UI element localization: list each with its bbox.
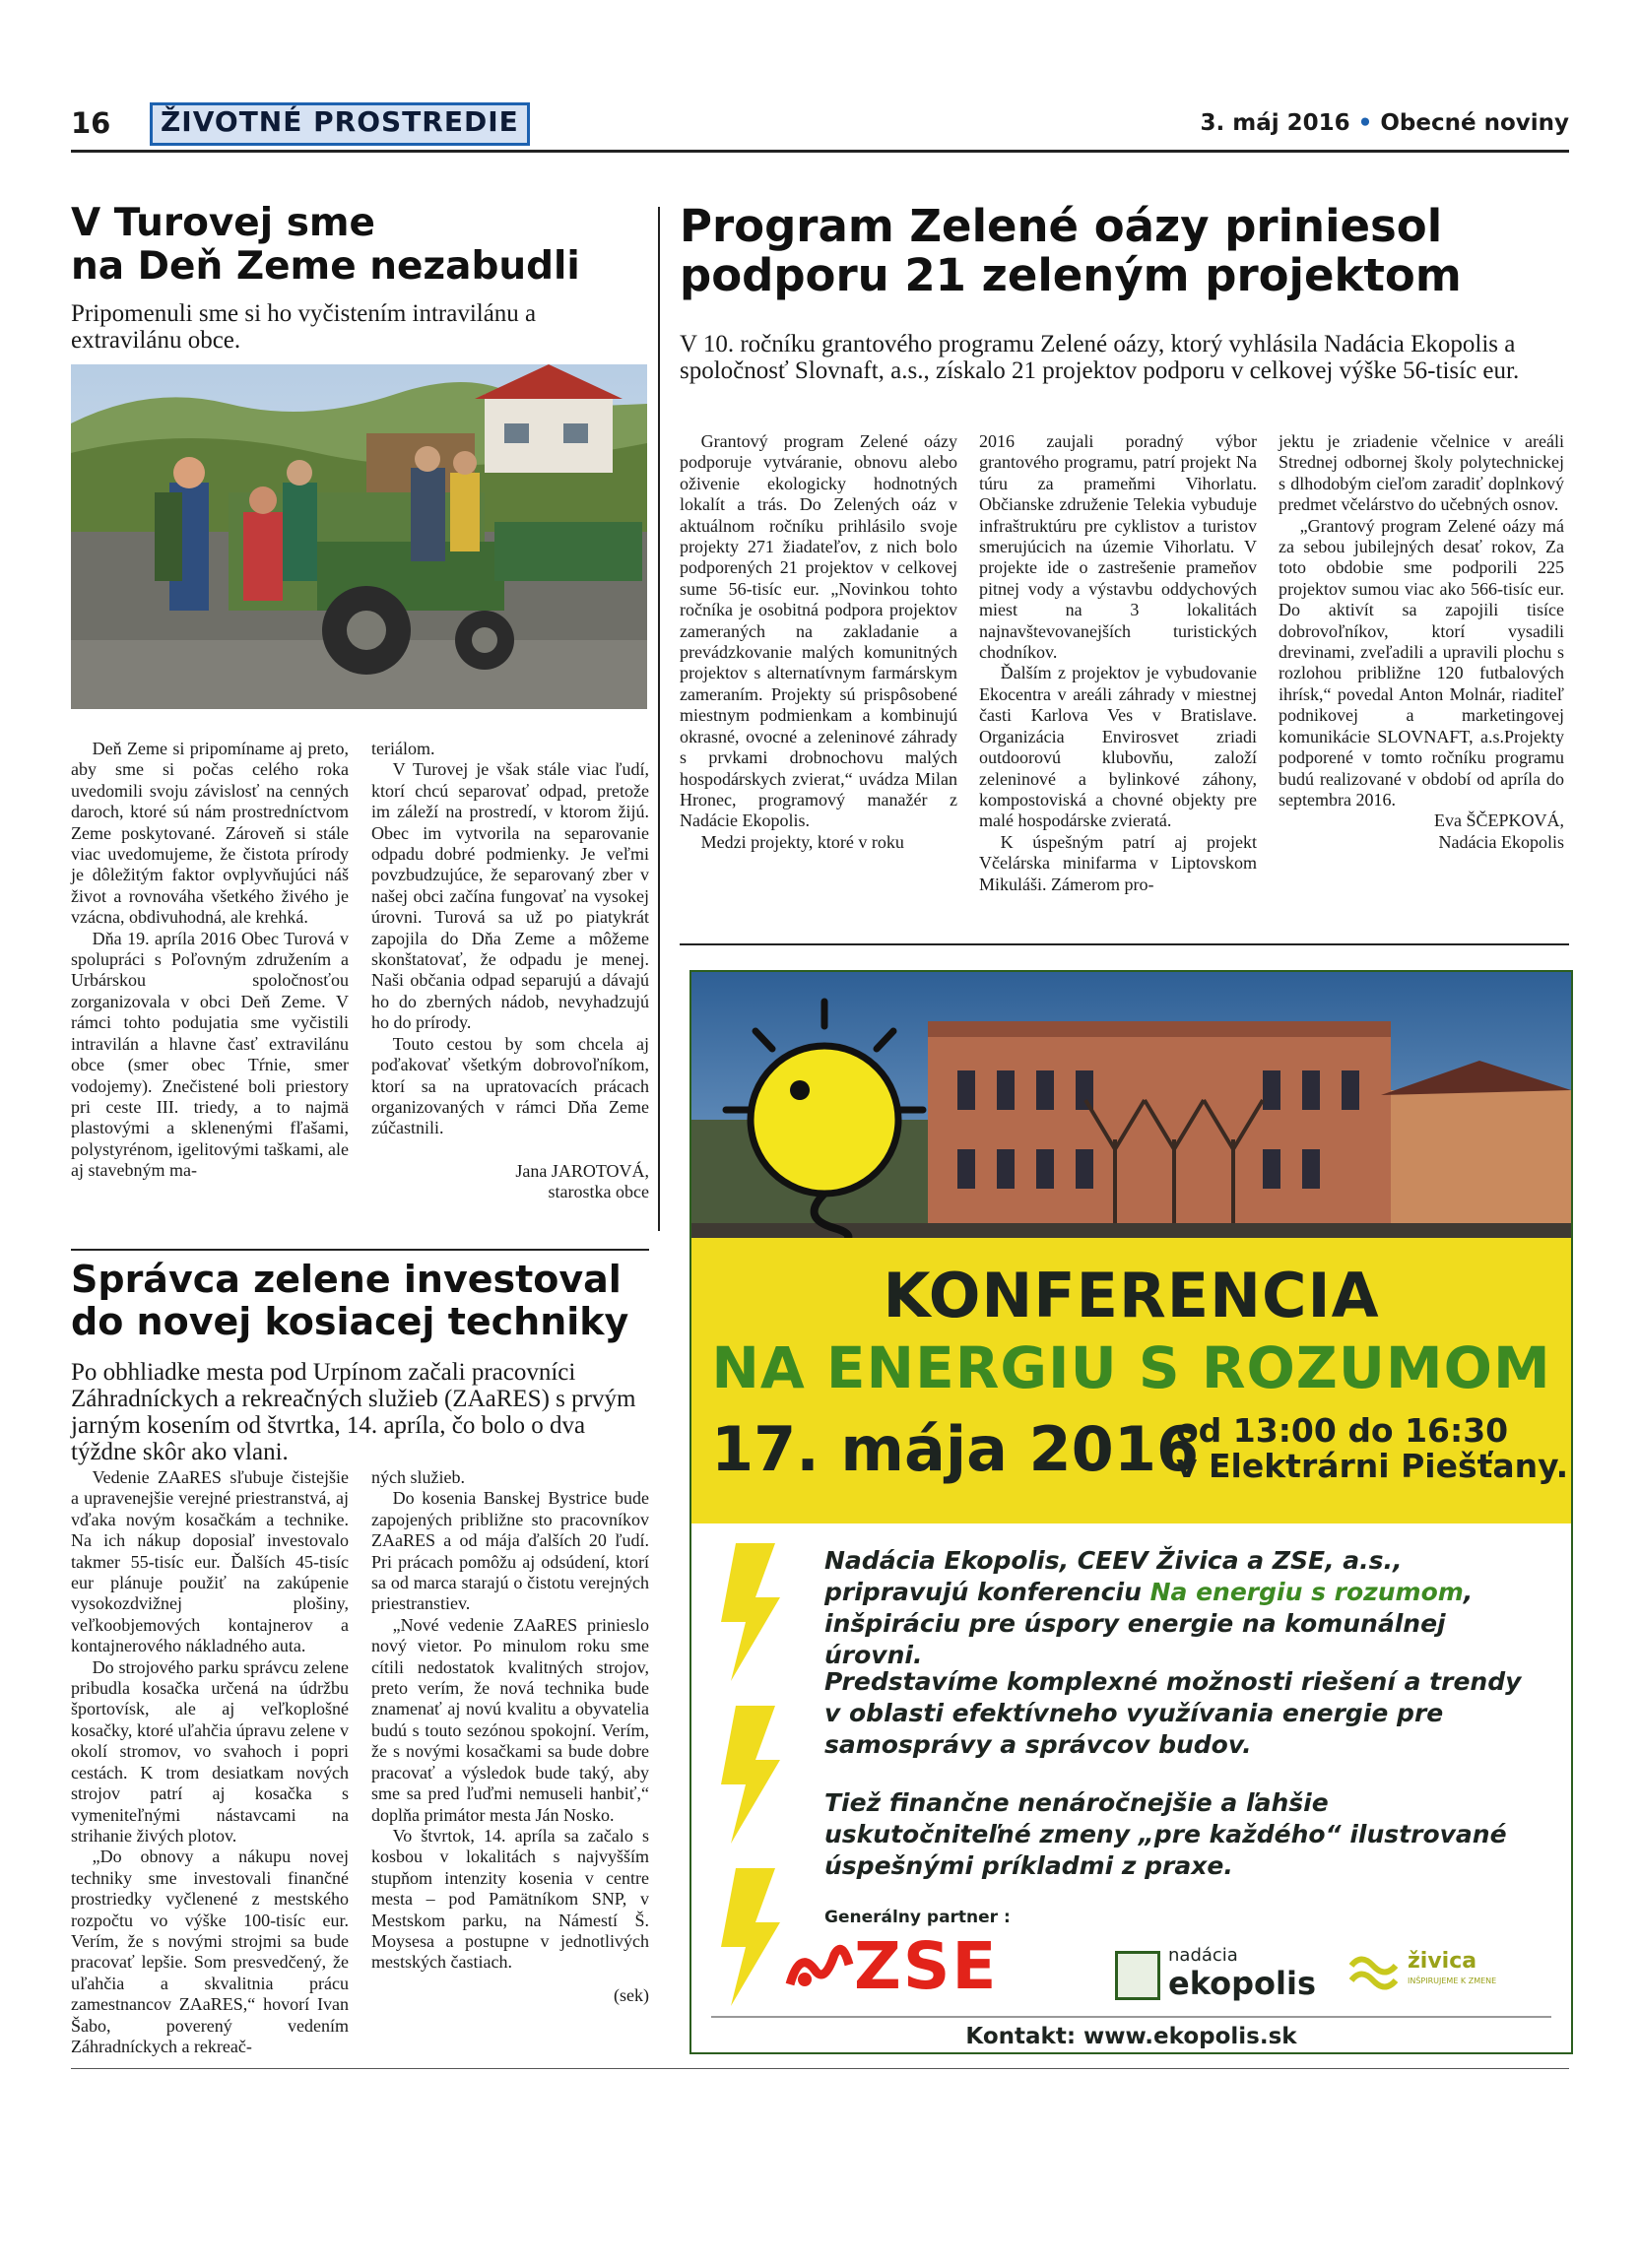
article2-paragraph: „Grantový program Zelené oázy má za sebou jubilejných desať rokov, Za toto obdobie sme podporili 225 projektov sumou viac ako 566-tisíc eur. Do aktivít sa zapojili tisíce dobrovoľníkov, ktorí vysadili drevinami, zveľadili a upravili plochu s rozlohou približne 120 futbalových ihrísk,“ povedal Anton Molnár, riaditeľ podnikovej a marketingovej komunikácie SLOVNAFT, a.s.Projekty podporené v tomto ročníku programu budú realizované v období od apríla do septembra 2016. [1279, 515, 1564, 810]
publication-name: Obecné noviny [1380, 110, 1569, 136]
article1-author: Jana JAROTOVÁ, [515, 1160, 649, 1181]
article2-signature [1279, 810, 1564, 853]
article2-paragraph: 2016 zaujali poradný výbor grantového programu, patrí projekt Na túru za prameňmi Vihorlatu. Občianske združenie Telekia vybuduje infraštruktúru pre cyklistov a turistov smerujúcich na územie Vihorlatu. V projekte ide o zastrešenie prameňov pitnej vody a výstavbu oddychových miest na 3 lokalitách najnavštevovanejších turistických chodníkov. [979, 431, 1257, 663]
ad-text: , inšpiráciu pre úspory energie na komunálnej úrovni. [824, 1578, 1474, 1669]
article1-paragraph: Deň Zeme si pripomíname aj preto, aby sme si počas celého roka uvedomili svoju závislosť na cenných daroch, ktoré sú nám prostredníctvom Zeme poskytované. Zároveň si stále viac uvedomujeme, že čistota prírody je dôležitým faktor ovplyvňujúci náš život a rovnováha všetkého živého je vzácna, obdivuhodná, ale krehká. [71, 739, 349, 928]
article2-paragraph: K úspešným patrí aj projekt Včelárska minifarma v Liptovskom Mikuláši. Zámerom pro- [979, 831, 1257, 894]
article1-headline-line2: na Deň Zeme nezabudli [71, 243, 580, 289]
ekopolis-logo [1115, 1945, 1316, 2006]
ad-title-line1: KONFERENCIA [883, 1260, 1380, 1331]
zivica-wordmark: živica [1408, 1949, 1477, 1974]
article1-headline [71, 202, 662, 288]
article2-author-role: Nadácia Ekopolis [1438, 831, 1564, 852]
zse-logo-icon [785, 1940, 854, 1994]
article3-lead: Po obhliadke mesta pod Urpínom začali pracovníci Záhradníckych a rekreačných služieb (ZAaRES) s prvým jarným kosením od štvrtka, 14. apríla, čo bolo o dva týždne skôr ako vlani. [71, 1359, 636, 1465]
date-line [1201, 110, 1570, 136]
article2-author: Eva ŠČEPKOVÁ, [1433, 810, 1564, 831]
article3-paragraph: „Do obnovy a nákupu novej techniky sme investovali finančné prostriedky vyčlenené z mestského rozpočtu vo výške 100-tisíc eur. Verím, že s novými strojmi sa bude pracovať lepšie. Som presvedčený, že uľahčia a skvalitnia prácu zamestnancov ZAaRES,“ hovorí Ivan Šabo, poverený vedením Záhradníckych a rekreač- [71, 1847, 349, 2056]
zse-logo [785, 1928, 1021, 2004]
footer-rule [71, 2068, 1569, 2069]
conference-ad [689, 970, 1573, 2054]
article1-photo [71, 364, 647, 709]
ad-time: od 13:00 do 16:30 [1176, 1411, 1509, 1450]
issue-date: 3. máj 2016 [1200, 110, 1350, 136]
article3-paragraph: Vo štvrtok, 14. apríla sa začalo s kosbou v lokalitách s najvyšším stupňom intenzity kosenia v centre mesta – pod Pamätníkom SNP, v Mestskom parku, na Námestí Š. Moysesa a postupne v jednotlivých mestských častiach. [371, 1825, 649, 1973]
article1-headline-line1: V Turovej sme [71, 201, 375, 245]
article1-signature [371, 1161, 649, 1203]
article1-paragraph: teriálom. [371, 739, 435, 758]
article2-column1 [680, 431, 957, 853]
article3-paragraph: Do kosenia Banskej Bystrice bude zapojených približne sto pracovníkov ZAaRES a od mája ďalších 20 ľudí. Pri prácach pomôžu aj odsúdení, ktorí sa od marca starajú o čistotu verejných priestranstiev. [371, 1488, 649, 1614]
section-label: ŽIVOTNÉ PROSTREDIE [150, 102, 530, 146]
article2-headline-line1: Program Zelené oázy priniesol [680, 200, 1443, 252]
article2-headline-line2: podporu 21 zeleným projektom [680, 249, 1462, 302]
header-rule [71, 150, 1569, 153]
article1-paragraph: Dňa 19. apríla 2016 Obec Turová v spolupráci s Poľovným združením a Urbárskou spoločnosťou zorganizovala v obci Deň Zeme. V rámci tohto podujatia sme vyčistili intravilán a hlavne časť extravilánu obce (smer obec Tŕnie, smer vodojemy). Znečistené boli priestory pri ceste III. triedy, a to najmä plastovými a sklenenými fľašami, polystyrénom, igelitovými taškami, ale aj stavebným ma- [71, 928, 349, 1181]
zivica-tagline: INŠPIRUJEME K ZMENE [1408, 1976, 1497, 1985]
article3-column1 [71, 1467, 349, 2057]
article3-paragraph: ných služieb. [371, 1467, 465, 1487]
article3-paragraph: „Nové vedenie ZAaRES prinieslo nový vietor. Po minulom roku sme cítili nedostatok kvalitných strojov, preto verím, že nová technika bude znamenať aj novú kvalitu a obyvatelia budú s touto sezónou spokojní. Verím, že s novými kosačkami sa bude dobre pracovať a výsledok bude taký, aby sme sa pred ľuďmi nemuseli hanbiť,“ doplňa primátor mesta Ján Nosko. [371, 1614, 649, 1825]
ad-paragraph-3: Tiež finančne nenáročnejšie a ľahšie uskutočniteľné zmeny „pre každého“ ilustrované úspešnými príkladmi z praxe. [824, 1788, 1507, 1880]
partner-label: Generálny partner : [824, 1908, 1011, 1927]
article2-column3 [1279, 431, 1564, 853]
ekopolis-wordmark: ekopolis [1168, 1965, 1316, 2002]
zse-wordmark: ZSE [854, 1928, 999, 2004]
article-separator [680, 943, 1569, 945]
article1-column1 [71, 739, 349, 1182]
column-rule [658, 207, 660, 1231]
zivica-logo [1346, 1947, 1543, 2006]
cleanup-photo [71, 364, 647, 709]
article2-paragraph: Medzi projekty, ktoré v roku [700, 831, 904, 852]
ad-highlight: Na energiu s rozumom [1149, 1578, 1464, 1606]
article2-headline [680, 202, 1566, 301]
article1-lead: Pripomenuli sme si ho vyčistením intravilánu a extravilánu obce. [71, 300, 537, 354]
ekopolis-logo-icon [1115, 1951, 1160, 2000]
contact-rule [711, 2016, 1551, 2018]
article-separator [71, 1249, 649, 1251]
article3-paragraph: Do strojového parku správcu zelene pribudla kosačka určená na údržbu športovísk, ale aj veľkoplošné kosačky, ktoré uľahčia úpravu zelene v okolí stromov, vo svahoch i popri cestách. K trom desiatkam nových strojov patrí aj kosačka s vymeniteľnými nástavcami na strihanie živých plotov. [71, 1656, 349, 1846]
ad-time-venue [1176, 1413, 1568, 1484]
article2-paragraph: Grantový program Zelené oázy podporuje vytváranie, obnovu alebo oživenie ekologicky hodnotných lokalít a trás. Do Zelených oáz v aktuálnom ročníku prihlásilo svoje projekty 271 žiadateľov, z nich bolo podporených 21 projektov v celkovej sume 56-tisíc eur. „Novinkou tohto ročníka je osobitná podpora projektov zameraných na zakladanie a prevádzkovanie malých komunitných projektov s alternatívnym farmárskym zameraním. Projekty sú prispôsobené miestnym podmienkam a kombinujú okrasné, ovocné a zeleninové záhrady s prvkami drobnochovu malých hospodárskych zvierat,“ uvádza Milan Hronec, programový manažér z Nadácie Ekopolis. [680, 431, 957, 831]
ad-date: 17. mája 2016 [711, 1413, 1200, 1485]
article1-author-role: starostka obce [548, 1182, 649, 1202]
ad-paragraph-1 [824, 1545, 1534, 1671]
contact-link[interactable]: Kontakt: www.ekopolis.sk [965, 2024, 1297, 2049]
article1-paragraph: Touto cestou by som chcela aj poďakovať všetkým dobrovoľníkom, ktorí sa na upratovacích prácach organizovaných v rámci Dňa Zeme zúčastnili. [371, 1033, 649, 1138]
article3-headline-line2: do novej kosiacej techniky [71, 1299, 629, 1343]
article3-paragraph: Vedenie ZAaRES sľubuje čistejšie a upravenejšie verejné priestranstvá, aj vďaka novým kosačkám a technike. Na ich nákup doposiaľ investovalo takmer 55-tisíc eur. Ďalších 45-tisíc eur plánuje použiť na zakúpenie vysokozdvižnej plošiny, veľkoobjemových kontajnerov a kontajnerového nákladného auta. [71, 1467, 349, 1656]
article1-column2 [371, 739, 649, 1203]
ad-venue: v Elektrárni Piešťany. [1176, 1447, 1569, 1485]
article3-signature: (sek) [614, 1984, 649, 2005]
article2-paragraph: jektu je zriadenie včelnice v areáli Strednej odbornej školy polytechnickej s dlhodobým cieľom zaradiť doplnkový predmet včelárstvo do učebných osnov. [1279, 431, 1564, 515]
lightning-bolt-icons [711, 1543, 790, 2016]
article3-headline-line1: Správca zelene investoval [71, 1258, 622, 1301]
separator-dot: • [1357, 110, 1373, 136]
article2-column2 [979, 431, 1257, 895]
article2-lead: V 10. ročníku grantového programu Zelené oázy, ktorý vyhlásila Nadácia Ekopolis a spoločnosť Slovnaft, a.s., získalo 21 projektov podporu v celkovej výške 56-tisíc eur. [680, 331, 1520, 384]
zivica-logo-icon [1346, 1951, 1401, 1995]
article2-paragraph: Ďalším z projektov je vybudovanie Ekocentra v areáli záhrady v miestnej časti Karlova Ves v Bratislave. Organizácia Envirosvet zriadi outdoorovú klubovňu, založí zeleninové a bylinkové záhony, kompostoviská a chovné objekty pre malé hospodárske zvieratá. [979, 663, 1257, 831]
ad-text: Nadácia Ekopolis, CEEV Živica a ZSE, a.s., pripravujú konferenciu [824, 1546, 1403, 1606]
ad-paragraph-2: Predstavíme komplexné možnosti riešení a trendy v oblasti efektívneho využívania energie pre samosprávy a správcov budov. [824, 1667, 1522, 1759]
article3-headline [71, 1259, 662, 1342]
article3-column2 [371, 1467, 649, 2006]
ad-title-line2: NA ENERGIU S ROZUMOM [711, 1334, 1551, 1401]
ekopolis-small: nadácia [1168, 1945, 1238, 1966]
page-number: 16 [71, 106, 111, 140]
article1-paragraph: V Turovej je však stále viac ľudí, ktorí chcú separovať odpad, pretože im záleží na prostredí, v ktorom žijú. Obec im vytvorila na separovanie odpadu dobré podmienky. Je veľmi povzbudzujúce, že separovaný zber v našej obci začína fungovať na vysokej úrovni. Turová sa už po piatykrát zapojila do Dňa Zeme a môžeme skonštatovať, že odpadu je menej. Naši občania odpad separujú a dávajú ho do zberných nádob, nevyhadzujú ho do prírody. [371, 759, 649, 1033]
